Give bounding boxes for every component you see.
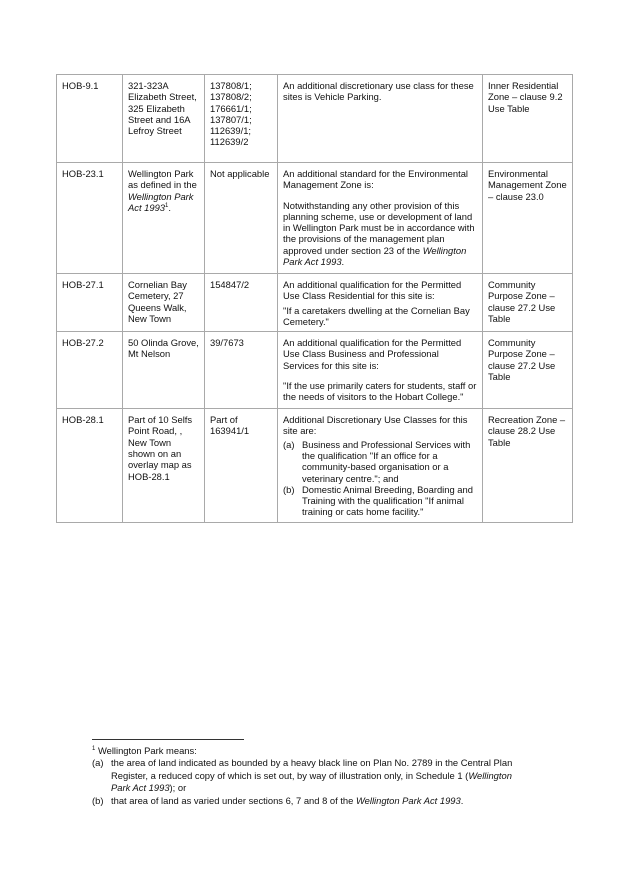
- reference-code-cell: HOB-27.2: [57, 332, 123, 409]
- site-reference-cell: Part of 10 Selfs Point Road, , New Town shown on an overlay map as HOB-28.1: [123, 409, 205, 523]
- description-cell: An additional qualification for the Permitted Use Class Business and Professional Services for this site is: "If the use primarily caters for students, staff or the needs of visitors to the Hobart College.": [278, 332, 483, 409]
- site-reference-cell: Cornelian Bay Cemetery, 27 Queens Walk, New Town: [123, 274, 205, 332]
- table-row: [57, 75, 573, 163]
- folio-reference-cell: Part of 163941/1: [205, 409, 278, 523]
- table-row: [57, 409, 573, 523]
- footnote-list: [92, 757, 532, 807]
- footnote-marker[interactable]: 1: [165, 202, 169, 209]
- list-item: (b) that area of land as varied under sections 6, 7 and 8 of the Wellington Park Act 1993.: [92, 794, 464, 806]
- relevant-clause-cell: Inner Residential Zone – clause 9.2 Use Table: [483, 75, 573, 163]
- list-item: (b) Domestic Animal Breeding, Boarding and Training with the qualification "If animal training or cats home facility.": [283, 483, 473, 518]
- footnote: $^1$ Wellington Park means: (a) the area of land indicated as bounded by a heavy black line on Plan No. 2789 in the Central Plan Register, a reduced copy of which is set out, by way of illustration only, in Schedule 1 (Wellington Park Act 1993); or (b) that area of land as varied under sections 6, 7 and 8 of the Wellington Park Act 1993.: [92, 745, 532, 807]
- site-reference-cell: 321-323A Elizabeth Street, 325 Elizabeth Street and 16A Lefroy Street: [123, 75, 205, 163]
- folio-reference-cell: 154847/2: [205, 274, 278, 332]
- reference-code-cell: HOB-28.1: [57, 409, 123, 523]
- relevant-clause-cell: Environmental Management Zone – clause 23.0: [483, 163, 573, 274]
- relevant-clause-cell: Community Purpose Zone – clause 27.2 Use Table: [483, 274, 573, 332]
- footnote-number: 1: [92, 745, 96, 752]
- list-item: (a) Business and Professional Services with the qualification "If an office for a community-based organisation or a veterinary centre."; and: [283, 438, 471, 484]
- description-cell: An additional discretionary use class for these sites is Vehicle Parking.: [278, 75, 483, 163]
- description-cell: Additional Discretionary Use Classes for this site are: (a) Business and Professional Services with the qualification "If an office for a community-based organisation or a veterinary centre."; and (b) Domestic Animal Breeding, Boarding and Training with the qualification "If animal training or cats home facility.": [278, 409, 483, 523]
- reference-code-cell: HOB-27.1: [57, 274, 123, 332]
- site-reference-cell: Wellington Park as defined in the Wellington Park Act 1993$^1$.: [123, 163, 205, 274]
- use-class-list: [283, 439, 477, 518]
- site-specific-qualifications-table: [56, 74, 573, 523]
- footnote-separator: [92, 739, 244, 740]
- list-item: (a) the area of land indicated as bounded by a heavy black line on Plan No. 2789 in the Central Plan Register, a reduced copy of which is set out, by way of illustration only, in Schedule 1 (Wellington Park Act 1993); or: [92, 757, 513, 794]
- reference-code-cell: HOB-23.1: [57, 163, 123, 274]
- folio-reference-cell: 39/7673: [205, 332, 278, 409]
- table-row: [57, 163, 573, 274]
- table-row: [57, 332, 573, 409]
- folio-reference-cell: 137808/1; 137808/2; 176661/1; 137807/1; 112639/1; 112639/2: [205, 75, 278, 163]
- relevant-clause-cell: Community Purpose Zone – clause 27.2 Use Table: [483, 332, 573, 409]
- folio-reference-cell: Not applicable: [205, 163, 278, 274]
- reference-code-cell: HOB-9.1: [57, 75, 123, 163]
- relevant-clause-cell: Recreation Zone – clause 28.2 Use Table: [483, 409, 573, 523]
- table-row: [57, 274, 573, 332]
- description-cell: An additional qualification for the Permitted Use Class Residential for this site is: "If a caretakers dwelling at the Cornelian Bay Cemetery.": [278, 274, 483, 332]
- site-reference-cell: 50 Olinda Grove, Mt Nelson: [123, 332, 205, 409]
- description-cell: An additional standard for the Environmental Management Zone is: Notwithstanding any other provision of this planning scheme, use or development of land in Wellington Park must be in accordance with the provisions of the management plan approved under section 23 of the Wellington Park Act 1993.: [278, 163, 483, 274]
